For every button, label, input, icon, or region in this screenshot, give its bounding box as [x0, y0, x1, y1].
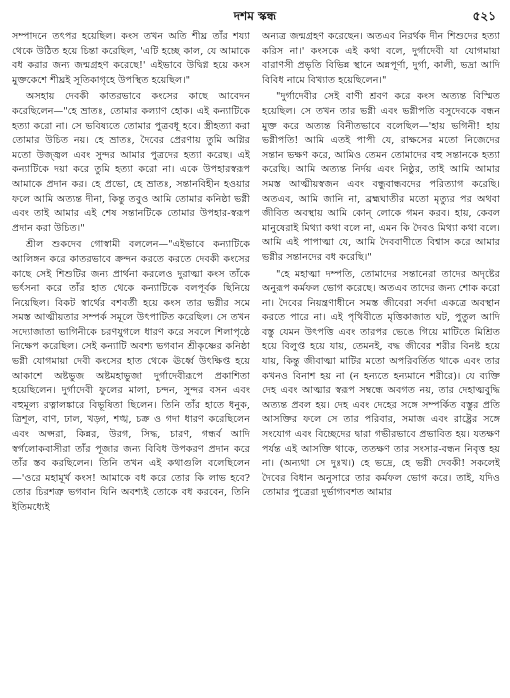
paragraph: "হে মহাত্মা দম্পতি, তোমাদের সন্তানেরা তাদের অদৃষ্টের অনুরূপ কর্মফল ভোগ করেছে। অতএব তাদের জন্য শোক করো না। দৈবের নিয়ন্ত্রণাধীনে সমস্ত জীবেরা সর্বদা একত্রে অবস্থান করতে পারে না। এই পৃথিবীতে মৃত্তিকাজাত ঘট, পুতুল আদি বস্তু যেমন উৎপত্তি এবং তারপর ভেঙে গিয়ে মাটিতে মিশ্রিত হয়ে বিলুপ্ত হয়ে যায়, তেমনই, বদ্ধ জীবের শরীর বিনষ্ট হয়ে যায়, কিন্তু জীবাত্মা মাটির মতো অপরিবর্তিত থাকে এবং তার কখনও বিনাশ হয় না (ন হন্যতে হন্যমানে শরীরে)। যে ব্যক্তি দেহ এবং আত্মার স্বরূপ সম্বন্ধে অবগত নয়, তার দেহাত্মবুদ্ধি অত্যন্ত প্রবল হয়। দেহ এবং দেহের সঙ্গে সম্পর্কিত বস্তুর প্রতি আসক্তির ফলে সে তার পরিবার, সমাজ এবং রাষ্ট্রের সঙ্গে সংযোগ এবং বিচ্ছেদের দ্বারা গভীরভাবে প্রভাবিত হয়। যতক্ষণ পর্যন্ত এই আসক্তি থাকে, ততক্ষণ তার সংসার-বন্ধন নিবৃত্ত হয় না। (অন্যথা সে দুঃখ।) হে ভদ্রে, হে ভগ্নী দেবকী! সকলেই দৈবের বিধান অনুসারে তার কর্মফল ভোগ করে। তাই, যদিও তোমার পুত্রেরা দুর্ভাগ্যবশত আমার: [262, 268, 500, 499]
page-number: ৫২১: [472, 9, 496, 23]
paragraph: শ্রীল শুকদেব গোস্বামী বললেন—"এইভাবে কন্যাটিকে আলিঙ্গন করে কাতরভাবে ক্রন্দন করতে করতে দেবকী কংসের কাছে সেই শিশুটির জন্য প্রার্থনা করলেও দুরাত্মা কংস তাঁকে ভর্ৎসনা করে তাঁর হাত থেকে কন্যাটিকে বলপূর্বক ছিনিয়ে নিয়েছিল। বিকট স্বার্থের বশবর্তী হয়ে কংস তার ভগ্নীর সমে সমস্ত আত্মীয়তার সম্পর্ক সমূলে উৎপাটিত করেছিল। সে তখন সদ্যোজাতা ভাগিনীকে চরণযুগলে ধারণ করে সবলে শিলাপৃষ্ঠে নিক্ষেপ করেছিল। সেই কন্যাটি অবশ্য ভগবান শ্রীকৃষ্ণের কনিষ্ঠা ভগ্নী যোগমায়া দেবী কংসের হাত থেকে ঊর্ধ্বে উৎক্ষিপ্ত হয়ে আকাশে অষ্টভুজ অষ্টমহাভুজা দুর্গাদেবীরূপে প্রকাশিতা হয়েছিলেন। দুর্গাদেবী ফুলের মালা, চন্দন, সুন্দর বসন এবং বহুমূল্য রত্নালঙ্কারে বিভূষিতা ছিলেন। তিনি তাঁর হাতে ধনুক, ত্রিশূল, বাণ, ঢাল, খড়্গ, শঙ্খ, চক্র ও গদা ধারণ করেছিলেন এবং অপ্সরা, কিন্নর, উরগ, সিদ্ধ, চারণ, গন্ধর্ব আদি স্বর্গলোকবাসীরা তাঁর পূজার জন্য বিবিধ উপকরণ প্রদান করে তাঁর স্তব করছিলেন। তিনি তখন এই কথাগুলি বলেছিলেন—'ওরে মহামূর্খ কংস! আমাকে বধ করে তোর কি লাভ হবে? তোর চিরশত্রু ভগবান যিনি অবশ্যই তোকে বধ করবেন, তিনি ইতিমধ্যেই: [12, 239, 250, 513]
right-column: [262, 30, 500, 692]
paragraph: অন্যত্র জন্মগ্রহণ করেছেন। অতএব নিরর্থক দীন শিশুদের হত্যা করিস না।' কংসকে এই কথা বলে, দুর্গাদেবী যা যোগমায়া বারাণসী প্রভৃতি বিভিন্ন স্থানে অন্নপূর্ণা, দুর্গা, কালী, ভদ্রা আদি বিবিধ নামে বিখ্যাত হয়েছিলেন।": [262, 31, 500, 86]
page-header: [0, 8, 510, 28]
left-column: [12, 30, 250, 692]
paragraph: "দুর্গাদেবীর সেই বাণী শ্রবণ করে কংস অত্যন্ত বিস্মিত হয়েছিল। সে তখন তার ভগ্নী এবং ভগ্নীপতি বসুদেবকে বন্ধন মুক্ত করে অত্যন্ত বিনীতভাবে বলেছিল—'হায় ভগিনী! হায় ভগ্নীপতি! আমি এতই পাপী যে, রাক্ষসের মতো নিজেদের সন্তান ভক্ষণ করে, আমিও তেমন তোমাদের বহু সন্তানকে হত্যা করেছি। আমি অত্যন্ত নির্দয় এবং নিষ্ঠুর, তাই আমি আমার সমস্ত আত্মীয়স্বজন এবং বন্ধুবান্ধবদের পরিত্যাগ করেছি। অতএব, আমি জানি না, ব্রহ্মঘাতীর মতো মৃত্যুর পর অথবা জীবিত অবস্থায় আমি কোন্ লোকে গমন করব। হায়, কেবল মানুষেরাই মিথ্যা কথা বলে না, এমন কি দৈবও মিথ্যা কথা বলে। আমি এই পাপাত্মা যে, আমি দৈববাণীতে বিশ্বাস করে আমার ভগ্নীর সন্তানদের বধ করেছি।": [262, 91, 500, 263]
running-title: দশম স্কন্ধ: [233, 9, 277, 23]
paragraph: অসহায় দেবকী কাতরভাবে কংসের কাছে আবেদন করেছিলেন—"হে ভ্রাতঃ, তোমার কল্যাণ হোক। এই কন্যাটিকে হত্যা করো না। সে ভবিষ্যতে তোমার পুত্রবধূ হবে। স্ত্রীহত্যা করা তোমার উচিত নয়। হে ভ্রাতঃ, দৈবের প্রেরণায় তুমি অগ্নির মতো উজ্জ্বল এবং সুন্দর আমার পুত্রদের হত্যা করেছ। এই কন্যাটিকে দয়া করে তুমি হত্যা করো না। একে উপহারস্বরূপ আমাকে প্রদান কর। হে প্রভো, হে ভ্রাতঃ, সন্তানবিহীন হওয়ার ফলে আমি অত্যন্ত দীনা, কিন্তু তবুও আমি তোমার কনিষ্ঠা ভগ্নী এবং তাই আমার এই শেষ সন্তানটিকে তোমার উপহার-স্বরূপ প্রদান করা উচিত।": [12, 91, 250, 234]
paragraph: সম্পাদনে তৎপর হয়েছিল। কংস তখন অতি শীঘ্র তাঁর শয্যা থেকে উঠিত হয়ে চিন্তা করেছিল, 'এটি হচ্ছে কাল, যে আমাকে বধ করার জন্য জন্মগ্রহণ করেছে!' এইভাবে উদ্বিগ্ন হয়ে কংস মুক্তকেশে শীঘ্রই সূতিকাগৃহে উপস্থিত হয়েছিল।": [12, 31, 250, 86]
